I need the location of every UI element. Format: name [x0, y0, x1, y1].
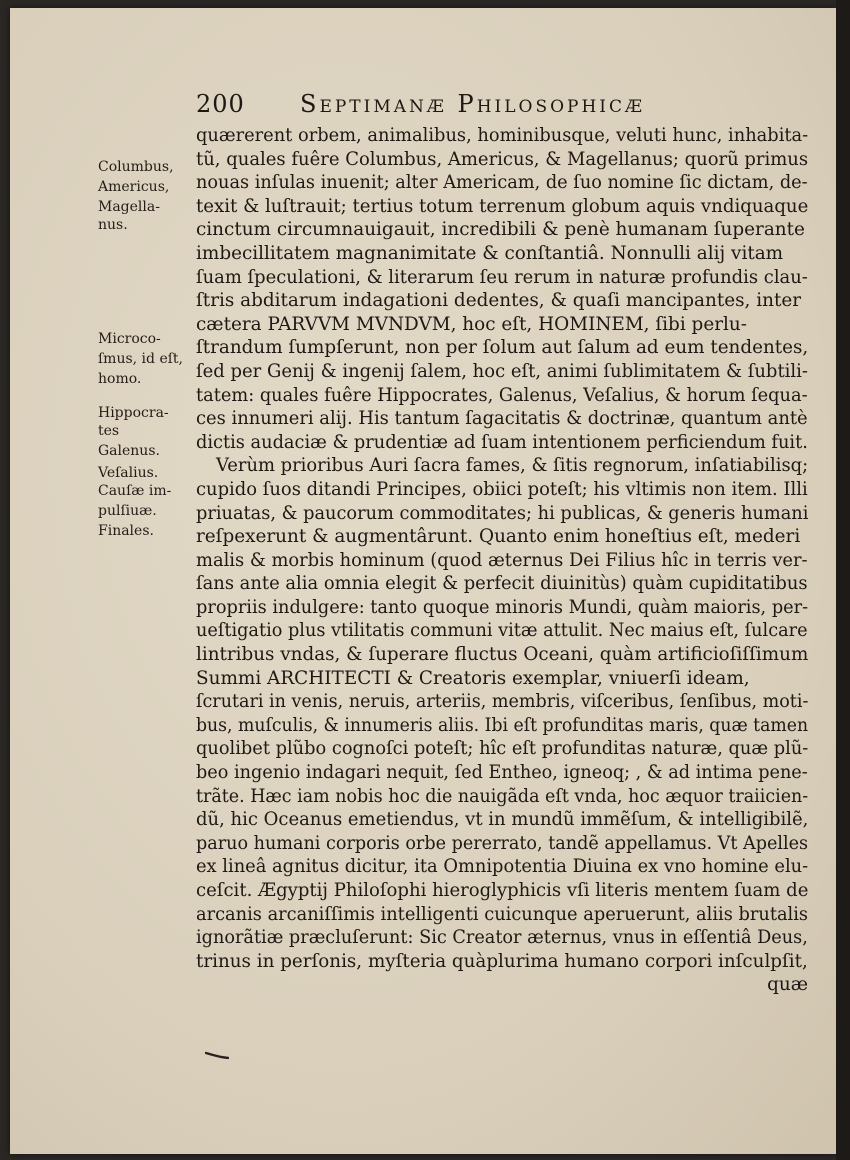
text-line: nouas inſulas inuenit; alter Americam, de ſuo nomine ſic dictam, de- — [196, 172, 808, 194]
text-line: quolibet plũbo cognoſci poteſt; hîc eſt profunditas naturæ, quæ plũ- — [196, 738, 808, 760]
margin-note: Microco- — [98, 331, 161, 347]
text-line: beo ingenio indagari nequit, ſed Entheo, igneoq; , & ad intima pene- — [196, 762, 808, 784]
binding-edge — [836, 0, 850, 1160]
body-text — [196, 124, 808, 997]
page-number: 200 — [196, 90, 245, 118]
text-line: ſans ante alia omnia elegit & perfecit diuinitùs) quàm cupiditatibus — [196, 573, 808, 595]
text-line: ueſtigatio plus vtilitatis communi vitæ attulit. Nec maius eſt, ſulcare — [196, 620, 808, 642]
text-line: tũ, quales fuêre Columbus, Americus, & Magellanus; quorũ primus — [196, 148, 808, 170]
margin-note: Columbus, — [98, 159, 174, 175]
text-line: imbecillitatem magnanimitate & conſtantiâ. Nonnulli alij vitam — [196, 242, 784, 264]
margin-note: homo. — [98, 371, 142, 387]
margin-note: Hippocra- — [98, 405, 169, 421]
text-line: arcanis arcaniſſimis intelligenti cuicunque aperuerunt, aliis brutalis — [196, 903, 808, 925]
text-line: ſtrandum ſumpſerunt, non per ſolum aut ſalum ad eum tendentes, — [196, 337, 808, 359]
text-line: ſcrutari in venis, neruis, arteriis, membris, viſceribus, ſenſibus, moti- — [196, 691, 808, 713]
margin-note: ſmus, id eſt, — [98, 351, 183, 367]
text-line: texit & luſtrauit; tertius totum terrenum globum aquis vndiquaque — [196, 195, 808, 217]
text-line: dictis audaciæ & prudentiæ ad ſuam intentionem perficiendum fuit. — [196, 431, 808, 453]
text-line: propriis indulgere: tanto quoque minoris Mundi, quàm maioris, per- — [196, 596, 808, 618]
text-line: paruo humani corporis orbe pererrato, tandẽ appellamus. Vt Apelles — [196, 832, 808, 854]
margin-note: nus. — [98, 217, 128, 233]
text-line: ſed per Genij & ingenij ſalem, hoc eſt, animi ſublimitatem & ſubtili- — [196, 360, 808, 382]
margin-note: Magella- — [98, 199, 160, 215]
text-line: ces innumeri alij. His tantum ſagacitatis & doctrinæ, quantum antè — [196, 408, 808, 430]
text-line: quærerent orbem, animalibus, hominibusque, veluti hunc, inhabita- — [196, 125, 808, 146]
text-line: Summi ARCHITECTI & Creatoris exemplar, vniuerſi ideam, — [196, 667, 750, 689]
page-header — [190, 88, 710, 124]
margin-note: Veſalius. — [98, 465, 159, 481]
ink-mark — [205, 1051, 229, 1059]
text-line: reſpexerunt & augmentârunt. Quanto enim honeſtius eſt, mederi — [196, 526, 801, 548]
text-line: cætera PARVVM MVNDVM, hoc eſt, HOMINEM, ſibi perlu- — [196, 313, 747, 335]
text-line: priuatas, & paucorum commoditates; hi publicas, & generis humani — [196, 502, 808, 524]
margin-note: tes — [98, 423, 120, 439]
running-title: Septimanæ Philosophicæ — [300, 90, 646, 118]
text-line: cupido ſuos ditandi Principes, obiici poteſt; his vltimis non item. Illi — [196, 478, 808, 500]
text-line: cinctum circumnauigauit, incredibili & penè humanam ſuperante — [196, 219, 805, 241]
text-line: trinus in perſonis, myſteria quàplurima humano corpori inſculpſit, — [196, 950, 808, 972]
margin-note: Americus, — [98, 179, 170, 195]
margin-note: Finales. — [98, 523, 154, 539]
text-line: lintribus vndas, & ſuperare fluctus Oceani, quàm artificioſiſſimum — [196, 644, 808, 666]
margin-note: Cauſæ im- — [98, 483, 172, 499]
text-line: bus, muſculis, & innumeris aliis. Ibi eſt profunditas maris, quæ tamen — [196, 714, 808, 736]
text-line: ſtris abditarum indagationi dedentes, & quaſi mancipantes, inter — [196, 290, 802, 312]
text-line: trãte. Hæc iam nobis hoc die nauigãda eſt vnda, hoc æquor traiicien- — [196, 785, 808, 807]
text-line: ignorãtiæ præcluſerunt: Sic Creator æternus, vnus in eſſentiâ Deus, — [196, 927, 808, 949]
text-line: tatem: quales fuêre Hippocrates, Galenus, Veſalius, & horum ſequa- — [196, 384, 808, 406]
text-line: dũ, hic Oceanus emetiendus, vt in mundũ immẽſum, & intelligibilẽ, — [196, 809, 808, 831]
text-line: ſuam ſpeculationi, & literarum ſeu rerum in naturæ profundis clau- — [196, 266, 808, 288]
text-line: malis & morbis hominum (quod æternus Dei Filius hîc in terris ver- — [196, 549, 808, 571]
book-page — [10, 8, 836, 1154]
text-line: ceſcit. Ægyptij Philoſophi hieroglyphicis vſi literis mentem ſuam de — [196, 880, 808, 901]
margin-note: pulſiuæ. — [98, 503, 157, 519]
catchword: quæ — [767, 974, 808, 996]
text-line: Verùm prioribus Auri ſacra fames, & ſitis regnorum, inſatiabilisq; — [216, 455, 808, 477]
text-line: ex lineâ agnitus dicitur, ita Omnipotentia Diuina ex vno homine elu- — [196, 856, 808, 878]
margin-note: Galenus. — [98, 443, 160, 459]
